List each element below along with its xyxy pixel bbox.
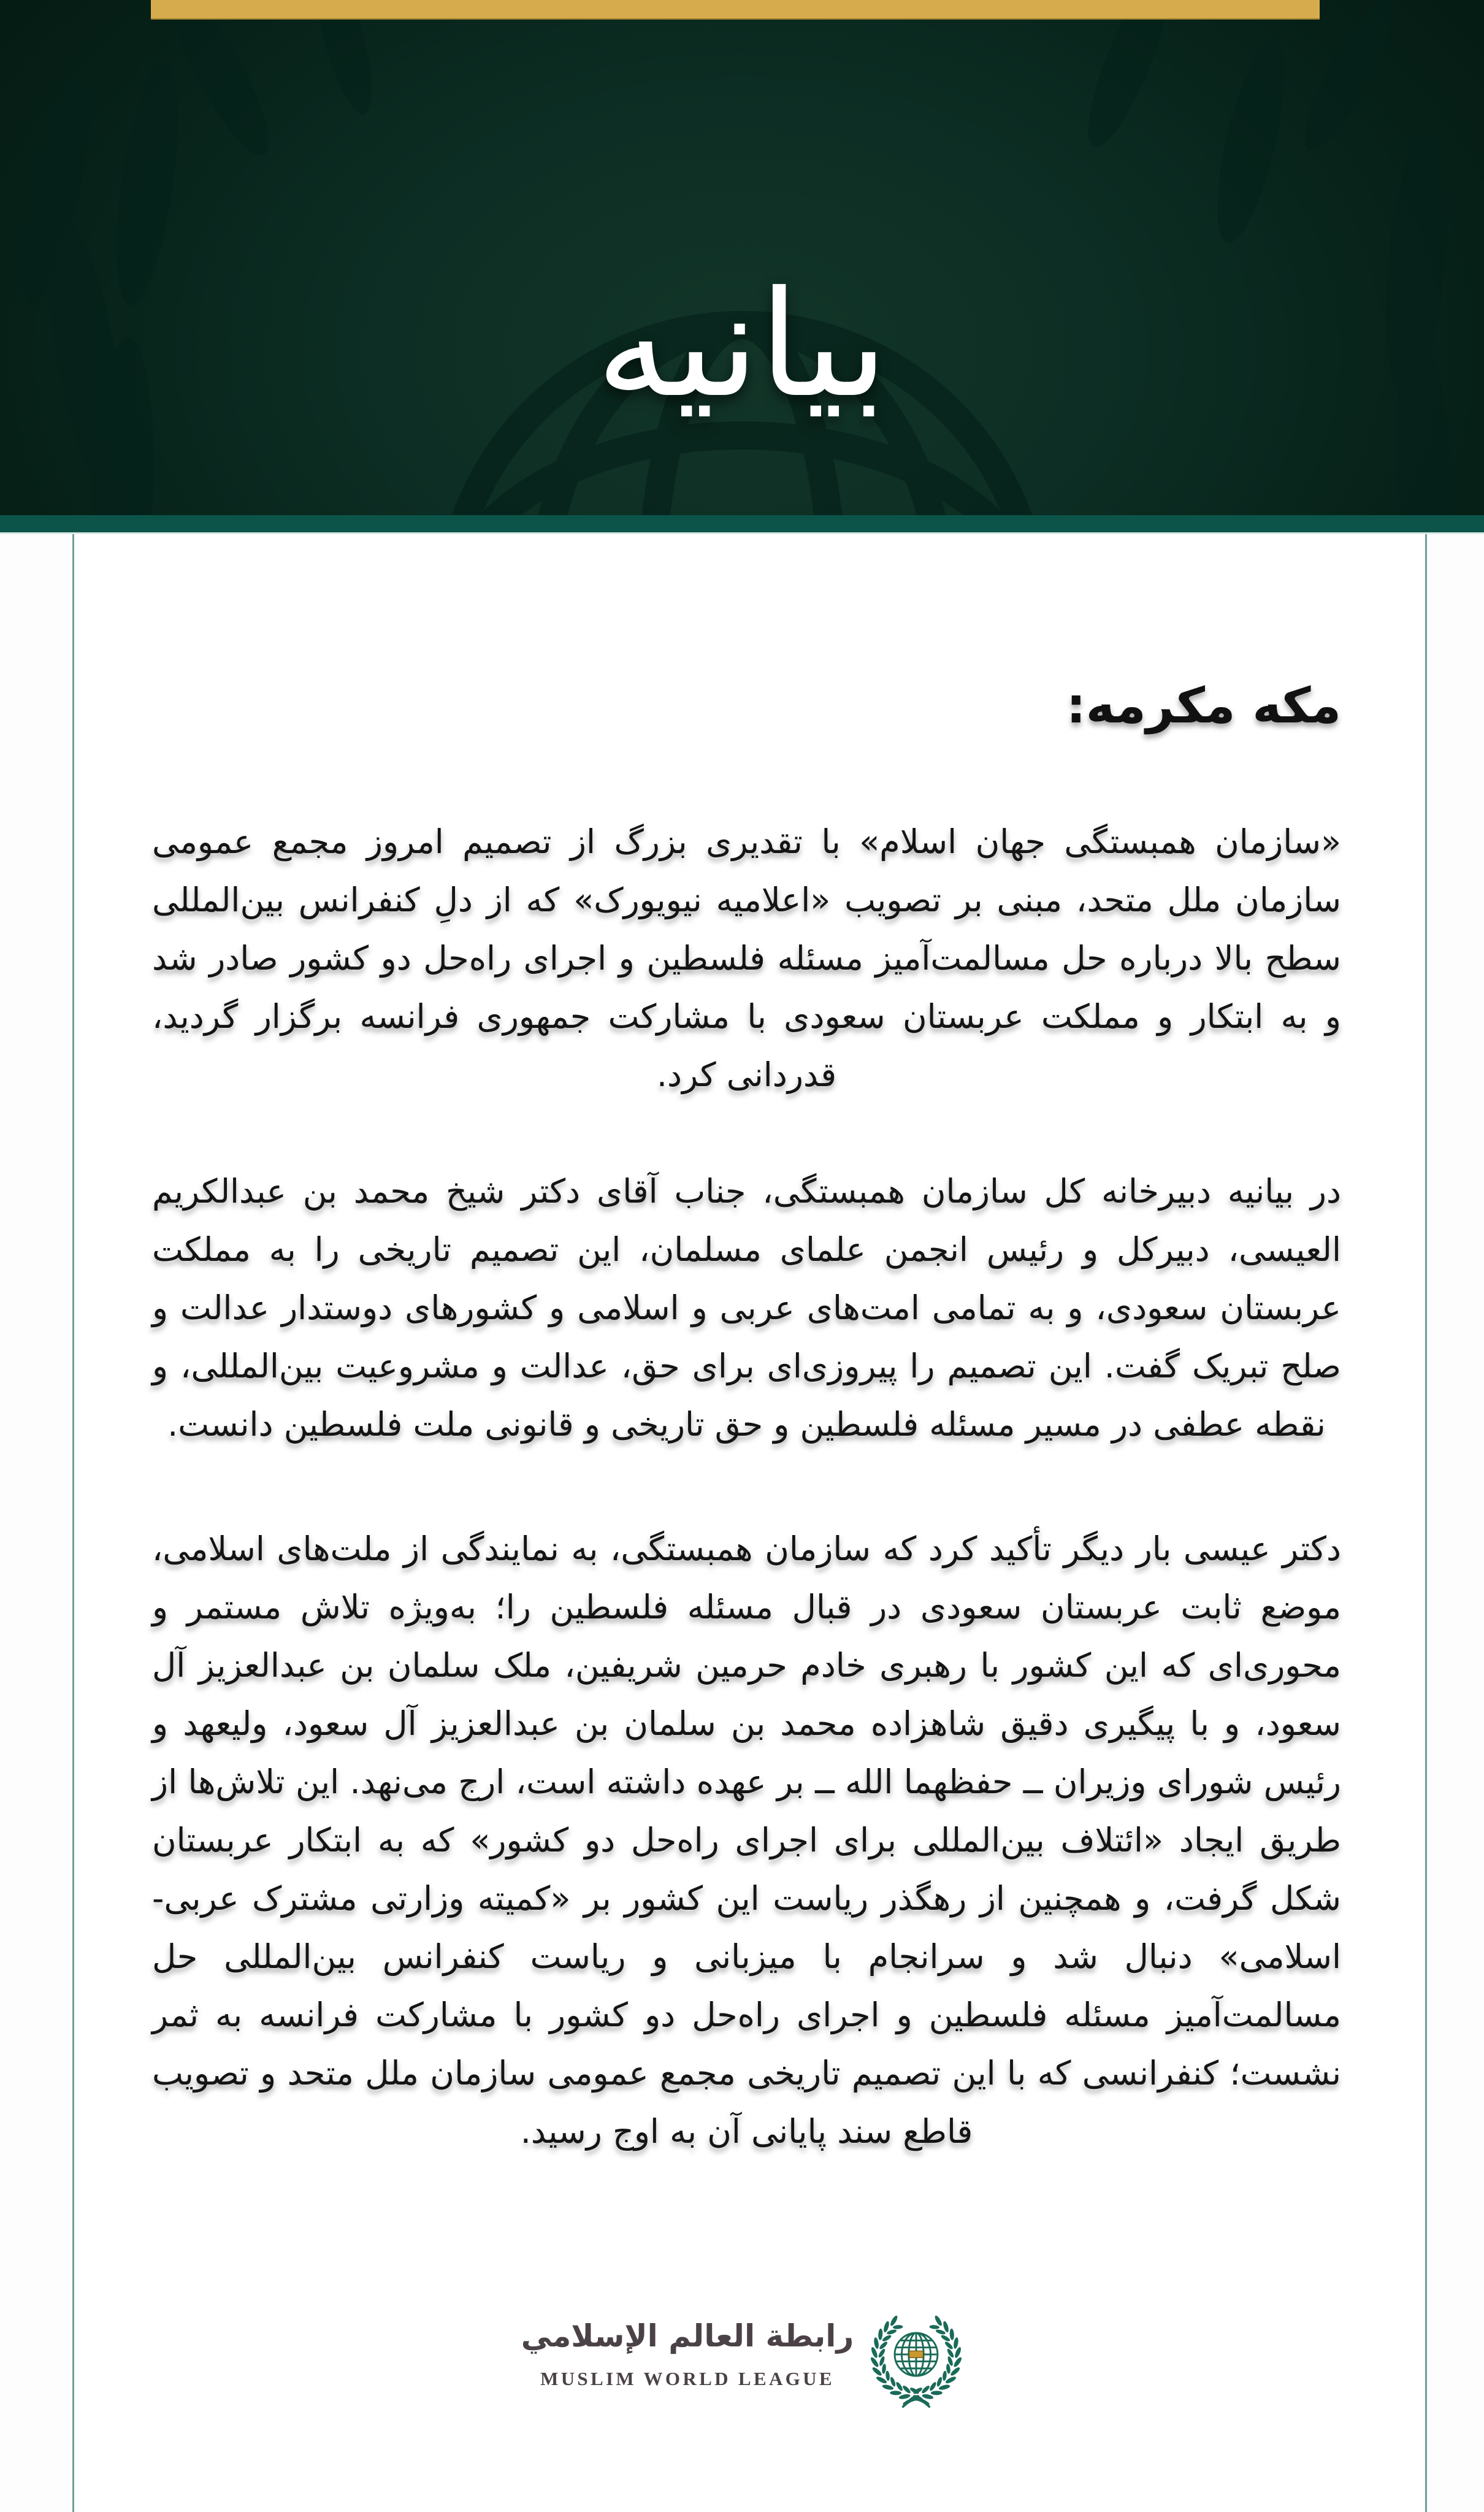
statement-paragraph: دکتر عیسی بار دیگر تأکید کرد که سازمان همبستگی، به نمایندگی از ملت‌های اسلامی، موضع ثابت عربستان سعودی در قبال مسئله فلسطین را؛ به‌ویژه تلاش مستمر و محوری‌ای که این کشور با رهبری خادم حرمین شریفین، ملک سلمان بن عبدالعزیز آل سعود، و با پیگیری دقیق شاهزاده محمد بن سلمان بن عبدالعزیز آل سعود، ولیعهد و رئیس شورای وزیران ــ حفظهما الله ــ بر عهده داشته است، ارج می‌نهد. این تلاش‌ها از طریق ایجاد «ائتلاف بین‌المللی برای اجرای راه‌حل دو کشور» که به ابتکار عربستان شکل گرفت، و همچنین از رهگذر ریاست این کشور بر «کمیته وزارتی مشترک عربی-اسلامی» دنبال شد و سرانجام با میزبانی و ریاست کنفرانس بین‌المللی حل مسالمت‌آمیز مسئله فلسطین و اجرای راه‌حل دو کشور با مشارکت فرانسه به ثمر نشست؛ کنفرانسی که با این تصمیم تاریخی مجمع عمومی سازمان ملل متحد و تصویب قاطع سند پایانی آن به اوج رسید. (152, 1530, 1341, 2151)
page-title: بیانیه (595, 260, 889, 430)
laurel-globe-watermark (0, 0, 1484, 515)
mwl-logo (0, 2313, 1484, 2411)
statement-paragraph: «سازمان همبستگی جهان اسلام» با تقدیری بزرگ از تصمیم امروز مجمع عمومی سازمان ملل متحد، مبنی بر تصویب «اعلامیه نیویورک» که از دلِ کنفرانس بین‌المللی سطح بالا درباره حل مسالمت‌آمیز مسئله فلسطین و اجرای راه‌حل دو کشور صادر شد و به ابتکار و مملکت عربستان سعودی با مشارکت جمهوری فرانسه برگزار گردید، قدردانی کرد. (152, 822, 1341, 1094)
salutation: مکه مکرمه: (1066, 677, 1341, 734)
statement-card (72, 534, 1427, 2512)
header-divider-band (0, 515, 1484, 534)
globe-laurel-emblem-icon (870, 2313, 963, 2411)
mwl-logo-english: MUSLIM WORLD LEAGUE (540, 2368, 835, 2389)
mwl-logo-arabic-calligraphy: رابطة العالم الإسلامي (521, 2318, 854, 2354)
gold-accent-bar (151, 0, 1320, 20)
header-banner (0, 0, 1484, 515)
statement-paragraph: در بیانیه دبیرخانه کل سازمان همبستگی، جناب آقای دکتر شیخ محمد بن عبدالکریم العیسی، دبیرکل و رئیس انجمن علمای مسلمان، این تصمیم تاریخی را به مملکت عربستان سعودی، و به تمامی امت‌های عربی و اسلامی و کشورهای دوستدار عدالت و صلح تبریک گفت. این تصمیم را پیروزی‌ای برای حق، عدالت و مشروعیت بین‌المللی، و نقطه عطفی در مسیر مسئله فلسطین و حق تاریخی و قانونی ملت فلسطین دانست. (152, 1172, 1341, 1444)
